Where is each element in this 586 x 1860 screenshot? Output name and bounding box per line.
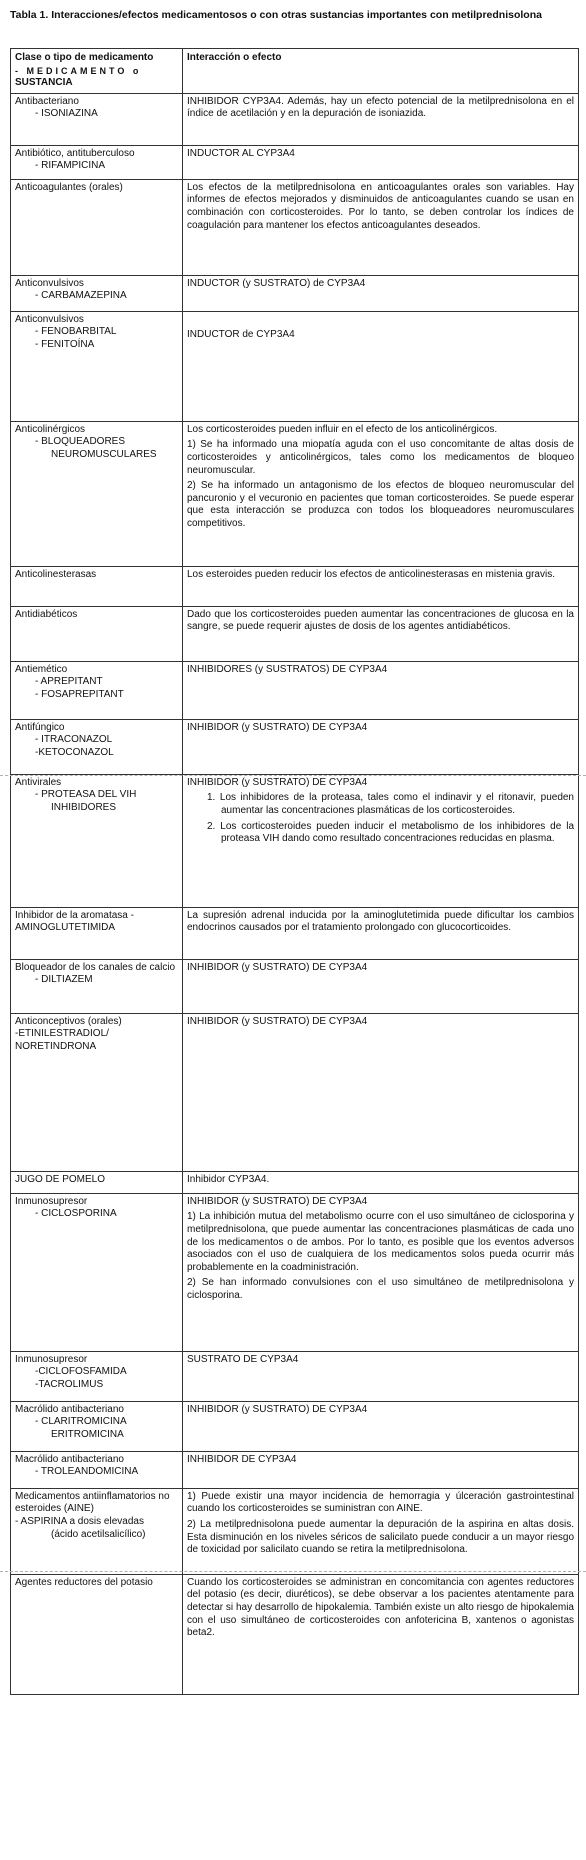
interaction-effect-cell — [183, 1401, 579, 1451]
drug-class-text: Antibacteriano — [15, 95, 79, 107]
drug-name: - DILTIAZEM — [35, 974, 93, 986]
interaction-effect-cell — [183, 1193, 579, 1351]
drug-class-text: Inmunosupresor — [15, 1353, 88, 1365]
drug-class-text: NORETINDRONA — [15, 1040, 97, 1052]
table-row — [11, 907, 579, 959]
interaction-effect-text: INDUCTOR (y SUSTRATO) de CYP3A4 — [187, 277, 366, 289]
drug-class-text: AMINOGLUTETIMIDA — [15, 922, 116, 934]
table-body — [11, 93, 579, 1694]
drug-class-text: Anticolinesterasas — [15, 568, 97, 580]
drug-class-text: -ETINILESTRADIOL/ — [15, 1028, 109, 1040]
drug-class-cell — [11, 275, 183, 311]
interaction-effect-cell — [183, 311, 579, 421]
drug-class-cell — [11, 719, 183, 774]
drug-name: - CARBAMAZEPINA — [35, 290, 127, 302]
drug-name: - ITRACONAZOL — [35, 734, 113, 746]
interaction-effect-text: 2) Se han informado convulsiones con el uso simultáneo de metilprednisolona y ciclosporina. — [187, 1277, 574, 1301]
interaction-effect-text: INHIBIDOR (y SUSTRATO) DE CYP3A4 — [187, 1015, 368, 1027]
header-class-line-1: Clase o tipo de medicamento — [15, 52, 154, 63]
drug-class-text: Antifúngico — [15, 721, 65, 733]
interaction-effect-cell — [183, 566, 579, 606]
drug-class-text: Antivirales — [15, 776, 62, 788]
interaction-effect-cell — [183, 1574, 579, 1694]
interaction-effect-text: 1) La inhibición mutua del metabolismo ocurre con el uso simultáneo de ciclosporina y metilprednisolona, que puede aumentar las concentraciones plasmáticas de cada uno de los medicamentos o de ambos. Por lo tanto, es posible que los eventos adversos asociados con el uso de cualquiera de los medicamentos solos pueda ocurrir más probablemente en la coadministración. — [187, 1211, 574, 1273]
interaction-effect-text: 2) La metilprednisolona puede aumentar la depuración de la aspirina en altas dosis. Esta disminución en los niveles séricos de salicilato puede conducir a un mayor riesgo de toxicidad por salicilato cuando se retira la metilprednisolona. — [187, 1518, 574, 1556]
drug-class-text: Medicamentos antiinflamatorios no esteroides (AINE) — [15, 1490, 170, 1515]
interaction-effect-cell — [183, 145, 579, 179]
table-row — [11, 1488, 579, 1574]
drug-name: (ácido acetilsalicílico) — [51, 1528, 146, 1540]
table-row — [11, 959, 579, 1013]
table-row — [11, 93, 579, 145]
interaction-effect-text: 2) Se ha informado un antagonismo de los efectos de bloqueo neuromuscular del pancuronio y el vecuronio en pacientes que toman corticosteroides. Se puede esperar que esta interacción se produzca con todos los bloqueadores neuromusculares competitivos. — [187, 480, 574, 529]
drug-name: - RIFAMPICINA — [35, 160, 106, 172]
drug-class-cell — [11, 1193, 183, 1351]
drug-class-cell — [11, 566, 183, 606]
interaction-effect-text: 1) Puede existir una mayor incidencia de hemorragia y úlceración gastrointestinal cuando los corticosteroides se suministran con AINE. — [187, 1490, 574, 1515]
interaction-effect-text: INHIBIDOR (y SUSTRATO) DE CYP3A4 — [187, 1403, 368, 1415]
interaction-effect-cell — [183, 1451, 579, 1488]
table-row — [11, 421, 579, 566]
table-row — [11, 661, 579, 719]
drug-class-cell — [11, 661, 183, 719]
drug-name: - FOSAPREPITANT — [35, 688, 124, 700]
drug-name: - PROTEASA DEL VIH — [35, 789, 137, 801]
interaction-effect-cell — [183, 1488, 579, 1574]
table-row — [11, 1193, 579, 1351]
drug-name: - BLOQUEADORES — [35, 436, 126, 448]
interaction-effect-text: 1. Los inhibidores de la proteasa, tales como el indinavir y el ritonavir, pueden aumentar las concentraciones plasmáticas de los corticosteroides. — [207, 792, 574, 816]
table-row — [11, 774, 579, 907]
interaction-effect-text: Dado que los corticosteroides pueden aumentar las concentraciones de glucosa en la sangre, se puede requerir ajustes de dosis de los agentes antidiabéticos. — [187, 608, 574, 633]
interaction-effect-cell — [183, 179, 579, 275]
drug-name: - CICLOSPORINA — [35, 1208, 117, 1220]
drug-class-text: Antiemético — [15, 663, 68, 675]
drug-class-text: Anticolinérgicos — [15, 423, 86, 435]
interaction-effect-text: INHIBIDOR (y SUSTRATO) DE CYP3A4 — [187, 961, 368, 973]
interaction-effect-text: Los efectos de la metilprednisolona en anticoagulantes orales son variables. Hay informes de efectos mejorados y disminuidos de anticoagulantes cuando se usan en combinación con corticosteroides. Por lo tanto, se deben controlar los índices de coagulación para mantener los efectos anticoagulantes deseados. — [187, 181, 574, 231]
interaction-effect-text: INHIBIDOR CYP3A4. Además, hay un efecto potencial de la metilprednisolona en el índice de acetilación y en la depuración de isoniazida. — [187, 95, 574, 120]
interaction-effect-text: INHIBIDOR (y SUSTRATO) DE CYP3A4 — [187, 721, 368, 733]
drug-class-cell — [11, 145, 183, 179]
table-row — [11, 1574, 579, 1694]
interaction-effect-text: 1) Se ha informado una miopatía aguda con el uso concomitante de altas dosis de corticosteroides y anticolinérgicos, tales como los medicamentos de bloqueo neuromuscular. — [187, 439, 574, 476]
page-break-rule — [0, 775, 586, 776]
interaction-effect-text: INHIBIDOR (y SUSTRATO) DE CYP3A4 — [187, 1195, 368, 1207]
interaction-effect-cell — [183, 421, 579, 566]
interaction-effect-text: INHIBIDORES (y SUSTRATOS) DE CYP3A4 — [187, 663, 388, 675]
drug-class-cell — [11, 311, 183, 421]
drug-name: - FENITOÍNA — [35, 338, 95, 350]
interaction-effect-cell — [183, 1171, 579, 1193]
drug-name: -KETOCONAZOL — [35, 746, 114, 758]
interaction-effect-text: INDUCTOR de CYP3A4 — [187, 328, 295, 340]
interaction-effect-cell — [183, 606, 579, 661]
interaction-effect-cell — [183, 959, 579, 1013]
drug-class-cell — [11, 1574, 183, 1694]
drug-class-cell — [11, 1451, 183, 1488]
table-row — [11, 145, 579, 179]
drug-class-cell — [11, 774, 183, 907]
drug-name: - APREPITANT — [35, 676, 103, 688]
page-break-rule — [0, 1571, 586, 1572]
table-row — [11, 1171, 579, 1193]
header-class-line-3: SUSTANCIA — [15, 77, 73, 89]
drug-class-text: Macrólido antibacteriano — [15, 1453, 124, 1465]
drug-class-cell — [11, 1013, 183, 1171]
table-header-row — [11, 49, 579, 94]
interaction-effect-text: INDUCTOR AL CYP3A4 — [187, 147, 295, 159]
drug-class-text: Anticonvulsivos — [15, 277, 84, 289]
interaction-effect-text: Los esteroides pueden reducir los efectos de anticolinesterasas en mistenia gravis. — [187, 568, 555, 580]
table-caption: Tabla 1. Interacciones/efectos medicamentosos o con otras sustancias importantes con metilprednisolona — [10, 9, 542, 21]
drug-class-cell — [11, 606, 183, 661]
interaction-effect-cell — [183, 719, 579, 774]
drug-class-cell — [11, 1171, 183, 1193]
drug-class-cell — [11, 907, 183, 959]
drug-class-cell — [11, 1488, 183, 1574]
header-class-line-2: - MEDICAMENTO o — [15, 65, 142, 76]
drug-class-text: JUGO DE POMELO — [15, 1173, 106, 1185]
drug-class-text: Inhibidor de la aromatasa - — [15, 909, 134, 921]
table-row — [11, 606, 579, 661]
drug-class-text: Anticoagulantes (orales) — [15, 181, 123, 193]
drug-class-text: Inmunosupresor — [15, 1195, 88, 1207]
table-row — [11, 275, 579, 311]
drug-class-text: Antidiabéticos — [15, 608, 78, 620]
drug-class-cell — [11, 421, 183, 566]
drug-class-text: Anticonvulsivos — [15, 313, 84, 325]
interaction-effect-text: 2. Los corticosteroides pueden inducir el metabolismo de los inhibidores de la proteasa VIH dando como resultado concentraciones reducidas en plasma. — [207, 820, 574, 845]
header-interaction: Interacción o efecto — [183, 49, 579, 94]
interaction-effect-cell — [183, 93, 579, 145]
interaction-effect-text: Inhibidor CYP3A4. — [187, 1173, 270, 1185]
drug-class-text: Agentes reductores del potasio — [15, 1576, 153, 1588]
table-row — [11, 311, 579, 421]
drug-name: NEUROMUSCULARES — [51, 448, 157, 460]
interaction-effect-text: SUSTRATO DE CYP3A4 — [187, 1353, 299, 1365]
header-drug-class — [11, 49, 183, 94]
interaction-effect-text: INHIBIDOR (y SUSTRATO) DE CYP3A4 — [187, 776, 368, 788]
drug-name: - ISONIAZINA — [35, 108, 98, 120]
interaction-effect-cell — [183, 275, 579, 311]
interaction-effect-cell — [183, 907, 579, 959]
drug-name: -TACROLIMUS — [35, 1378, 104, 1390]
interaction-effect-cell — [183, 1013, 579, 1171]
drug-class-cell — [11, 179, 183, 275]
table-row — [11, 1401, 579, 1451]
interaction-effect-cell — [183, 661, 579, 719]
interaction-effect-cell — [183, 1351, 579, 1401]
interaction-effect-text: Los corticosteroides pueden influir en el efecto de los anticolinérgicos. — [187, 423, 498, 435]
drug-name: ERITROMICINA — [51, 1428, 124, 1440]
drug-class-cell — [11, 93, 183, 145]
interactions-table — [10, 48, 579, 1695]
table-row — [11, 1451, 579, 1488]
drug-class-cell — [11, 959, 183, 1013]
table-row — [11, 566, 579, 606]
drug-name: INHIBIDORES — [51, 801, 117, 813]
drug-name: -CICLOFOSFAMIDA — [35, 1366, 127, 1378]
drug-class-text: - ASPIRINA a dosis elevadas — [15, 1515, 144, 1527]
table-row — [11, 719, 579, 774]
interaction-effect-cell — [183, 774, 579, 907]
table-row — [11, 179, 579, 275]
interaction-effect-text — [187, 314, 574, 326]
interaction-effect-text: INHIBIDOR DE CYP3A4 — [187, 1453, 297, 1465]
drug-class-text: Bloqueador de los canales de calcio — [15, 961, 176, 973]
drug-name: - CLARITROMICINA — [35, 1416, 127, 1428]
interaction-effect-text: La supresión adrenal inducida por la aminoglutetimida puede dificultar los cambios endocrinos causados por el tratamiento prolongado con glucocorticoides. — [187, 909, 574, 934]
drug-class-text: Macrólido antibacteriano — [15, 1403, 124, 1415]
table-row — [11, 1013, 579, 1171]
table-row — [11, 1351, 579, 1401]
drug-class-text: Antibiótico, antituberculoso — [15, 147, 135, 159]
drug-class-cell — [11, 1401, 183, 1451]
drug-class-text: Anticonceptivos (orales) — [15, 1015, 122, 1027]
drug-name: - FENOBARBITAL — [35, 326, 117, 338]
drug-name: - TROLEANDOMICINA — [35, 1466, 139, 1478]
drug-class-cell — [11, 1351, 183, 1401]
interaction-effect-text: Cuando los corticosteroides se administran en concomitancia con agentes reductores del potasio (es decir, diuréticos), se debe observar a los pacientes atentamente para detectar si hay desarrollo de hipokalemia. También existe un alto riesgo de hipokalemia con el uso simultáneo de corticosteroides con anfotericina B, xantenos o agonistas beta2. — [187, 1576, 574, 1639]
